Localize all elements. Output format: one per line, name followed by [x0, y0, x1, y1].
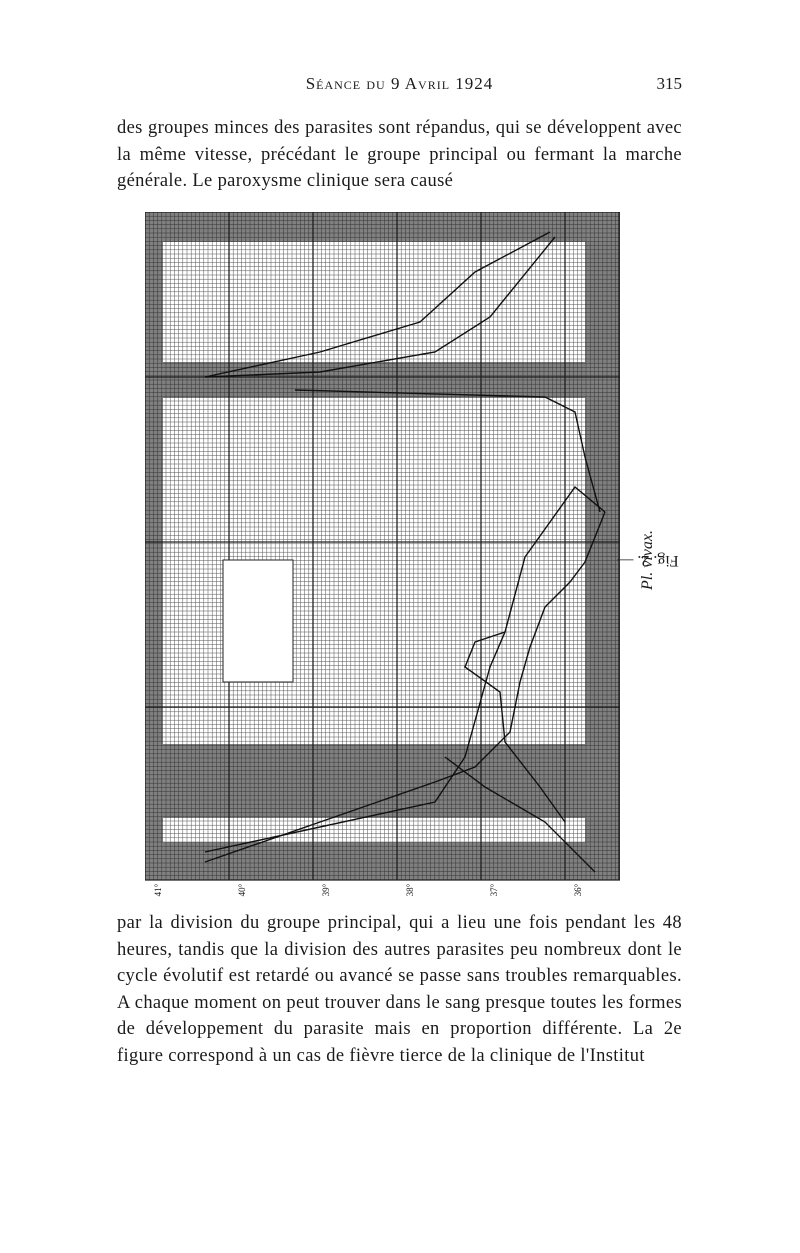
temperature-tick-label: 40°: [237, 883, 247, 897]
temperature-tick-label: 37°: [489, 883, 499, 897]
running-head-title: Séance du 9 Avril 1924: [305, 74, 494, 93]
running-head: [117, 74, 682, 100]
caption-species: Pl. vivax.: [639, 530, 656, 590]
paragraph-bottom: par la division du groupe principal, qui a lieu une fois pendant les 48 heures, tandis que la division des autres parasites peu nombreux dont le cycle évolutif est retardé ou avancé se passe sans troubles remarquables. A chaque moment on peut trouver dans le sang presque toutes les formes de développement du parasite mais en proportion différente. La 2e figure correspond à un cas de fièvre tierce de la clinique de l'Institut: [117, 913, 682, 1066]
caption-prefix: Fig. 2. —: [617, 552, 679, 569]
temperature-chart-figure: [145, 212, 620, 899]
paragraph-top: des groupes minces des parasites sont répandus, qui se développent avec la même vitesse, précédant le groupe principal ou fermant la marche générale. Le paroxysme clinique sera causé: [117, 118, 682, 191]
temperature-tick-label: 36°: [573, 883, 583, 897]
figure-caption: [617, 470, 679, 650]
temperature-tick-label: 39°: [321, 883, 331, 897]
temperature-tick-label: 38°: [405, 883, 415, 897]
temperature-chart: [145, 212, 620, 899]
handwritten-note: [223, 560, 293, 682]
page-number: 315: [656, 74, 682, 93]
temperature-tick-label: 41°: [153, 883, 163, 897]
